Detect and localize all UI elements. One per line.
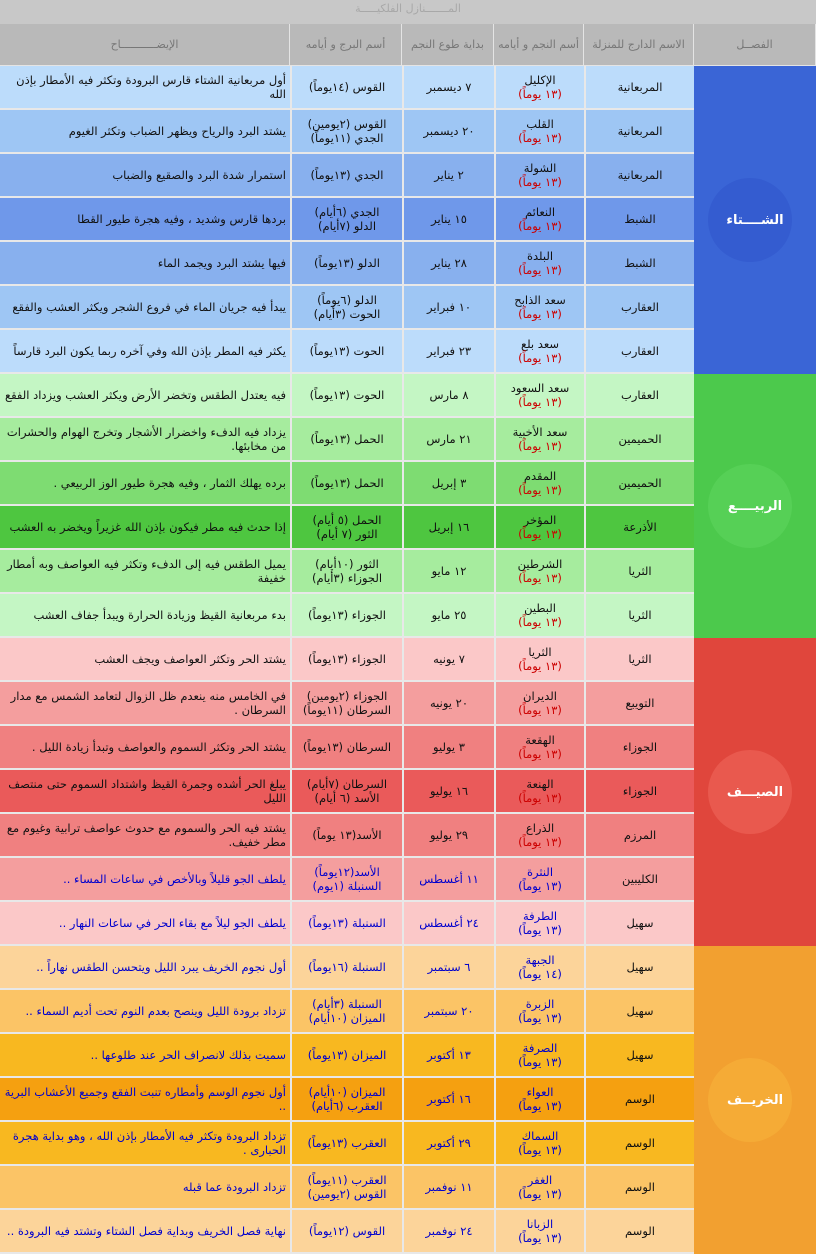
zodiac-line: الجدي (١١يوماً) (310, 131, 384, 145)
table-row (0, 770, 694, 814)
zodiac-sign (290, 770, 402, 812)
zodiac-line: الحوت (١٣يوماً) (309, 344, 385, 358)
zodiac-sign (290, 1122, 402, 1164)
table-row (0, 550, 694, 594)
zodiac-line: الجوزاء (٢يومين) (306, 689, 388, 703)
star-name (494, 110, 584, 152)
star-name (494, 550, 584, 592)
star-label: الإكليل (524, 73, 556, 87)
star-days: (١٤ يوماً) (518, 967, 562, 981)
description: سميت بذلك لانصراف الحر عند طلوعها .. (90, 1048, 286, 1062)
rise-date: ١٦ أكتوبر (402, 1078, 494, 1120)
star-days: (١٣ يوماً) (518, 1187, 562, 1201)
star-name (494, 66, 584, 108)
star-name (494, 1166, 584, 1208)
star-label: القلب (526, 117, 554, 131)
rise-date: ٢٣ فبراير (402, 330, 494, 372)
star-name (494, 1210, 584, 1252)
star-name (494, 154, 584, 196)
description: بردها قارس وشديد ، وفيه هجرة طيور القطا (77, 212, 286, 226)
zodiac-line: الحوت (٣أيام) (313, 307, 381, 321)
zodiac-sign (290, 418, 402, 460)
star-name (494, 330, 584, 372)
zodiac-sign (290, 726, 402, 768)
zodiac-sign (290, 66, 402, 108)
star-label: الطرفة (522, 909, 558, 923)
mansion-name: الوسم (584, 1166, 694, 1208)
table-row (0, 1210, 694, 1254)
star-label: العواء (526, 1085, 554, 1099)
mansion-name: الجوزاء (584, 726, 694, 768)
zodiac-line: الدلو (٧أيام) (317, 219, 377, 233)
description: يزداد فيه الدفء واخضرار الأشجار وتخرج الهوام والحشرات من مخابئها. (6, 425, 286, 453)
table-row (0, 66, 694, 110)
zodiac-line: الأسد(١٣ يوماً) (312, 828, 382, 842)
rise-date: ٣ إبريل (402, 462, 494, 504)
rise-date: ١٥ يناير (402, 198, 494, 240)
star-label: الجبهة (525, 953, 555, 967)
zodiac-line: السرطان (١٣يوماً) (302, 740, 392, 754)
description: يشتد الحر وتكثر العواصف ويجف العشب (94, 652, 286, 666)
star-label: المقدم (523, 469, 557, 483)
description: يبلغ الحر أشده وجمرة القيظ واشتداد السموم حتى منتصف الليل (8, 777, 286, 805)
star-label: الزبرة (525, 997, 555, 1011)
star-name (494, 814, 584, 856)
description: بدء مربعانية القيظ وزيادة الحرارة ويبدأ جفاف العشب (33, 608, 286, 622)
star-label: سعد الذابح (514, 293, 566, 307)
rise-date: ٢٠ يونيه (402, 682, 494, 724)
description: يميل الطقس فيه إلى الدفء وتكثر فيه العواصف وبه أمطار خفيفة (7, 557, 286, 585)
rise-date: ١١ نوفمبر (402, 1166, 494, 1208)
zodiac-sign (290, 198, 402, 240)
star-name (494, 1078, 584, 1120)
zodiac-line: الحمل (١٣يوماً) (310, 476, 384, 490)
zodiac-line: القوس (١٢يوماً) (308, 1224, 386, 1238)
zodiac-line: السرطان (١١يوماً) (302, 703, 392, 717)
star-days: (١٣ يوماً) (518, 747, 562, 761)
table-row (0, 594, 694, 638)
star-name (494, 990, 584, 1032)
description: يكثر فيه المطر بإذن الله وفي آخره ربما يكون البرد قارساً (13, 344, 286, 358)
table-row (0, 638, 694, 682)
star-label: الشرطين (517, 557, 563, 571)
description: إذا حدث فيه مطر فيكون بإذن الله غزيراً ويخضر به العشب (9, 520, 286, 534)
star-days: (١٣ يوماً) (518, 307, 562, 321)
description: برده يهلك الثمار ، وفيه هجرة طيور الوز الربيعي . (53, 476, 286, 490)
table-row (0, 154, 694, 198)
rise-date: ٢٥ مايو (402, 594, 494, 636)
zodiac-sign (290, 594, 402, 636)
description: يشتد فيه الحر والسموم مع حدوث عواصف ترابية وغيوم مع مطر خفيف. (6, 821, 286, 849)
star-days: (١٣ يوماً) (518, 483, 562, 497)
star-label: سعد السعود (510, 381, 570, 395)
mansion-name: الأذرعة (584, 506, 694, 548)
zodiac-sign (290, 330, 402, 372)
mansion-name: الكليبين (584, 858, 694, 900)
star-label: سعد بلع (521, 337, 560, 351)
season-cell (694, 638, 816, 946)
star-days: (١٣ يوماً) (518, 351, 562, 365)
mansion-name: الوسم (584, 1078, 694, 1120)
season-cell (694, 946, 816, 1254)
season-cell (694, 374, 816, 638)
table-row (0, 110, 694, 154)
description: فيها يشتد البرد ويجمد الماء (157, 256, 286, 270)
zodiac-sign (290, 638, 402, 680)
zodiac-line: الدلو (٦يوماً) (317, 293, 377, 307)
star-label: الغفر (527, 1173, 553, 1187)
description: نهاية فصل الخريف وبداية فصل الشتاء وتشتد فيه البرودة .. (6, 1224, 286, 1238)
star-days: (١٣ يوماً) (518, 659, 562, 673)
zodiac-sign (290, 902, 402, 944)
star-label: السماك (521, 1129, 559, 1143)
rise-date: ٧ يونيه (402, 638, 494, 680)
star-label: سعد الأخبية (512, 425, 568, 439)
description: أول نجوم الوسم وأمطاره تنبت الفقع وجميع الأعشاب البرية .. (4, 1085, 286, 1113)
mansion-name: الشبط (584, 242, 694, 284)
star-label: الذراع (525, 821, 555, 835)
table-body (0, 66, 694, 1254)
mansion-name: سهيل (584, 902, 694, 944)
header-name: الاسم الدارج للمنزلة (584, 24, 694, 66)
mansion-name: الوسم (584, 1210, 694, 1252)
star-days: (١٣ يوماً) (518, 219, 562, 233)
star-name (494, 286, 584, 328)
star-label: الشولة (523, 161, 557, 175)
mansion-name: التويبع (584, 682, 694, 724)
mansion-name: الجوزاء (584, 770, 694, 812)
zodiac-sign (290, 1078, 402, 1120)
description: يشتد البرد والرياح ويظهر الضباب وتكثر الغيوم (68, 124, 286, 138)
rise-date: ٢ يناير (402, 154, 494, 196)
zodiac-line: القوس (٢يومين) (307, 117, 387, 131)
zodiac-line: الثور (١٠أيام) (315, 557, 379, 571)
star-name (494, 726, 584, 768)
zodiac-line: العقرب (١١يوماً) (307, 1173, 387, 1187)
star-days: (١٣ يوماً) (518, 703, 562, 717)
zodiac-line: الدلو (١٣يوماً) (314, 256, 380, 270)
table-row (0, 946, 694, 990)
zodiac-line: السنبلة (١٣يوماً) (308, 916, 386, 930)
star-label: البطين (524, 601, 556, 615)
description: فيه يعتدل الطقس وتخضر الأرض ويكثر العشب ويزداد الفقع (4, 388, 286, 402)
zodiac-line: القوس (٢يومين) (307, 1187, 387, 1201)
zodiac-sign (290, 154, 402, 196)
description: استمرار شدة البرد والصقيع والضباب (112, 168, 286, 182)
zodiac-line: الجوزاء (٣أيام) (311, 571, 383, 585)
star-days: (١٣ يوماً) (518, 1011, 562, 1025)
zodiac-line: الحمل (١٣يوماً) (310, 432, 384, 446)
star-days: (١٣ يوماً) (518, 1231, 562, 1245)
star-label: الصرفة (522, 1041, 558, 1055)
zodiac-line: الميزان (١٠أيام) (308, 1085, 386, 1099)
table-row (0, 374, 694, 418)
mansion-name: سهيل (584, 990, 694, 1032)
description: تزداد برودة الليل وينصح بعدم النوم تحت أديم السماء .. (25, 1004, 286, 1018)
zodiac-sign (290, 1210, 402, 1252)
table-row (0, 330, 694, 374)
star-name (494, 682, 584, 724)
star-days: (١٣ يوماً) (518, 87, 562, 101)
season-label: الخريــف (726, 1092, 784, 1108)
zodiac-sign (290, 1034, 402, 1076)
zodiac-line: السنبلة (١٦يوماً) (308, 960, 386, 974)
star-name (494, 638, 584, 680)
star-name (494, 594, 584, 636)
table-row (0, 1078, 694, 1122)
table-row (0, 506, 694, 550)
star-days: (١٣ يوماً) (518, 439, 562, 453)
star-label: النعائم (524, 205, 556, 219)
rise-date: ١١ أغسطس (402, 858, 494, 900)
star-days: (١٣ يوماً) (518, 1143, 562, 1157)
description: يشتد الحر وتكثر السموم والعواصف وتبدأ زيادة الليل . (31, 740, 286, 754)
table-row (0, 1166, 694, 1210)
zodiac-sign (290, 990, 402, 1032)
star-label: المؤخر (523, 513, 557, 527)
star-name (494, 1122, 584, 1164)
table-row (0, 726, 694, 770)
mansion-name: المربعانية (584, 154, 694, 196)
star-label: الهقعة (525, 733, 555, 747)
zodiac-sign (290, 814, 402, 856)
table-row (0, 286, 694, 330)
rise-date: ١٠ فبراير (402, 286, 494, 328)
rise-date: ٨ مارس (402, 374, 494, 416)
zodiac-line: الأسد(١٢يوماً) (314, 865, 380, 879)
rise-date: ٢١ مارس (402, 418, 494, 460)
star-days: (١٣ يوماً) (518, 131, 562, 145)
zodiac-sign (290, 110, 402, 152)
mansion-name: العقارب (584, 374, 694, 416)
zodiac-sign (290, 242, 402, 284)
mansion-name: الشبط (584, 198, 694, 240)
mansion-name: العقارب (584, 330, 694, 372)
rise-date: ٣ يوليو (402, 726, 494, 768)
rise-date: ٢٤ أغسطس (402, 902, 494, 944)
zodiac-sign (290, 946, 402, 988)
star-label: الديران (523, 689, 557, 703)
zodiac-line: الحوت (١٣يوماً) (309, 388, 385, 402)
star-days: (١٣ يوماً) (518, 835, 562, 849)
star-label: الزبانا (526, 1217, 554, 1231)
rise-date: ٢٠ سبتمبر (402, 990, 494, 1032)
rise-date: ٢٤ نوفمبر (402, 1210, 494, 1252)
table-row (0, 990, 694, 1034)
rise-date: ١٣ أكتوبر (402, 1034, 494, 1076)
table-row (0, 418, 694, 462)
zodiac-line: الثور (٧ أيام) (316, 527, 378, 541)
season-label: الربيــــع (727, 498, 783, 514)
star-name (494, 374, 584, 416)
star-days: (١٣ يوماً) (518, 615, 562, 629)
zodiac-line: الجدي (١٣يوماً) (310, 168, 384, 182)
zodiac-sign (290, 286, 402, 328)
star-days: (١٣ يوماً) (518, 791, 562, 805)
season-label: الشــــتاء (726, 212, 784, 228)
header-star: أسم النجم و أيامه (494, 24, 584, 66)
star-name (494, 198, 584, 240)
star-name (494, 242, 584, 284)
mansion-name: المربعانية (584, 66, 694, 108)
star-label: الهنعة (526, 777, 554, 791)
table-row (0, 858, 694, 902)
season-cell (694, 66, 816, 374)
rise-date: ١٦ يوليو (402, 770, 494, 812)
description: في الخامس منه ينعدم ظل الزوال لتعامد الشمس مع مدار السرطان . (10, 689, 286, 717)
zodiac-line: السنبلة (٣أيام) (312, 997, 382, 1011)
description: تزداد البرودة وتكثر فيه الأمطار بإذن الله ، وهو بداية هجرة الحبارى . (12, 1129, 286, 1157)
rise-date: ٢٠ ديسمبر (402, 110, 494, 152)
season-label: الصيـــف (726, 784, 784, 800)
mansion-name: العقارب (584, 286, 694, 328)
description: يلطف الجو ليلاً مع بقاء الحر في ساعات النهار .. (58, 916, 286, 930)
star-name (494, 946, 584, 988)
mansion-name: المربعانية (584, 110, 694, 152)
zodiac-line: الجوزاء (١٣يوماً) (307, 608, 387, 622)
table-row (0, 1122, 694, 1166)
star-name (494, 1034, 584, 1076)
table-row (0, 462, 694, 506)
mansion-name: الثريا (584, 594, 694, 636)
zodiac-line: الجوزاء (١٣يوماً) (307, 652, 387, 666)
mansion-name: المرزم (584, 814, 694, 856)
header-description: الإيضـــــــــــاح (0, 24, 290, 66)
page-title: المـــــــنازل الفلكيـــــة (0, 0, 816, 24)
zodiac-line: الجدي (٦أيام) (314, 205, 380, 219)
star-days: (١٣ يوماً) (518, 175, 562, 189)
zodiac-line: الميزان (١٠أيام) (308, 1011, 386, 1025)
zodiac-line: العقرب (١٣يوماً) (307, 1136, 387, 1150)
star-days: (١٣ يوماً) (518, 527, 562, 541)
table-row (0, 198, 694, 242)
star-days: (١٣ يوماً) (518, 1055, 562, 1069)
description: أول مربعانية الشتاء قارس البرودة وتكثر فيه الأمطار بإذن الله (16, 73, 286, 101)
mansion-name: الثريا (584, 638, 694, 680)
star-days: (١٣ يوماً) (518, 263, 562, 277)
rise-date: ٢٩ أكتوبر (402, 1122, 494, 1164)
star-name (494, 858, 584, 900)
rise-date: ٧ ديسمبر (402, 66, 494, 108)
star-days: (١٣ يوماً) (518, 923, 562, 937)
zodiac-sign (290, 682, 402, 724)
zodiac-line: السرطان (٧أيام) (306, 777, 388, 791)
rise-date: ٢٨ يناير (402, 242, 494, 284)
zodiac-line: القوس (١٤يوماً) (308, 80, 386, 94)
header-rise: بداية طوع النجم (402, 24, 494, 66)
mansion-name: سهيل (584, 1034, 694, 1076)
zodiac-line: الأسد (٦ أيام) (314, 791, 380, 805)
mansion-name: الحميمين (584, 418, 694, 460)
star-name (494, 506, 584, 548)
mansion-name: الوسم (584, 1122, 694, 1164)
zodiac-sign (290, 1166, 402, 1208)
zodiac-sign (290, 506, 402, 548)
rise-date: ١٢ مايو (402, 550, 494, 592)
description: يبدأ فيه جريان الماء في فروع الشجر ويكثر العشب والفقع (12, 300, 286, 314)
zodiac-line: السنبلة (١يوم) (312, 879, 382, 893)
table-row (0, 1034, 694, 1078)
star-name (494, 462, 584, 504)
table-row (0, 682, 694, 726)
zodiac-sign (290, 550, 402, 592)
description: أول نجوم الخريف يبرد الليل ويتحسن الطقس نهاراً .. (36, 960, 286, 974)
table-row (0, 902, 694, 946)
star-label: النثرة (527, 865, 554, 879)
mansion-name: الحميمين (584, 462, 694, 504)
mansion-name: سهيل (584, 946, 694, 988)
mansion-name: الثريا (584, 550, 694, 592)
description: يلطف الجو قليلاً وبالأخص في ساعات المساء .. (63, 872, 286, 886)
rise-date: ٦ سبتمبر (402, 946, 494, 988)
description: تزداد البرودة عما قبله (182, 1180, 286, 1194)
rise-date: ١٦ إبريل (402, 506, 494, 548)
zodiac-sign (290, 462, 402, 504)
zodiac-line: العقرب (٦أيام) (311, 1099, 383, 1113)
rise-date: ٢٩ يوليو (402, 814, 494, 856)
star-label: الثريا (528, 645, 552, 659)
star-days: (١٣ يوماً) (518, 1099, 562, 1113)
star-days: (١٣ يوماً) (518, 571, 562, 585)
header-season: الفصــل (694, 24, 816, 66)
header-sign: أسم البرج و أيامه (290, 24, 402, 66)
star-name (494, 418, 584, 460)
zodiac-sign (290, 858, 402, 900)
zodiac-sign (290, 374, 402, 416)
star-label: البلدة (526, 249, 554, 263)
zodiac-line: الميزان (١٣يوماً) (307, 1048, 387, 1062)
table-row (0, 242, 694, 286)
zodiac-line: الحمل (٥ أيام) (312, 513, 382, 527)
star-days: (١٣ يوماً) (518, 879, 562, 893)
star-name (494, 770, 584, 812)
star-days: (١٣ يوماً) (518, 395, 562, 409)
table-row (0, 814, 694, 858)
star-name (494, 902, 584, 944)
